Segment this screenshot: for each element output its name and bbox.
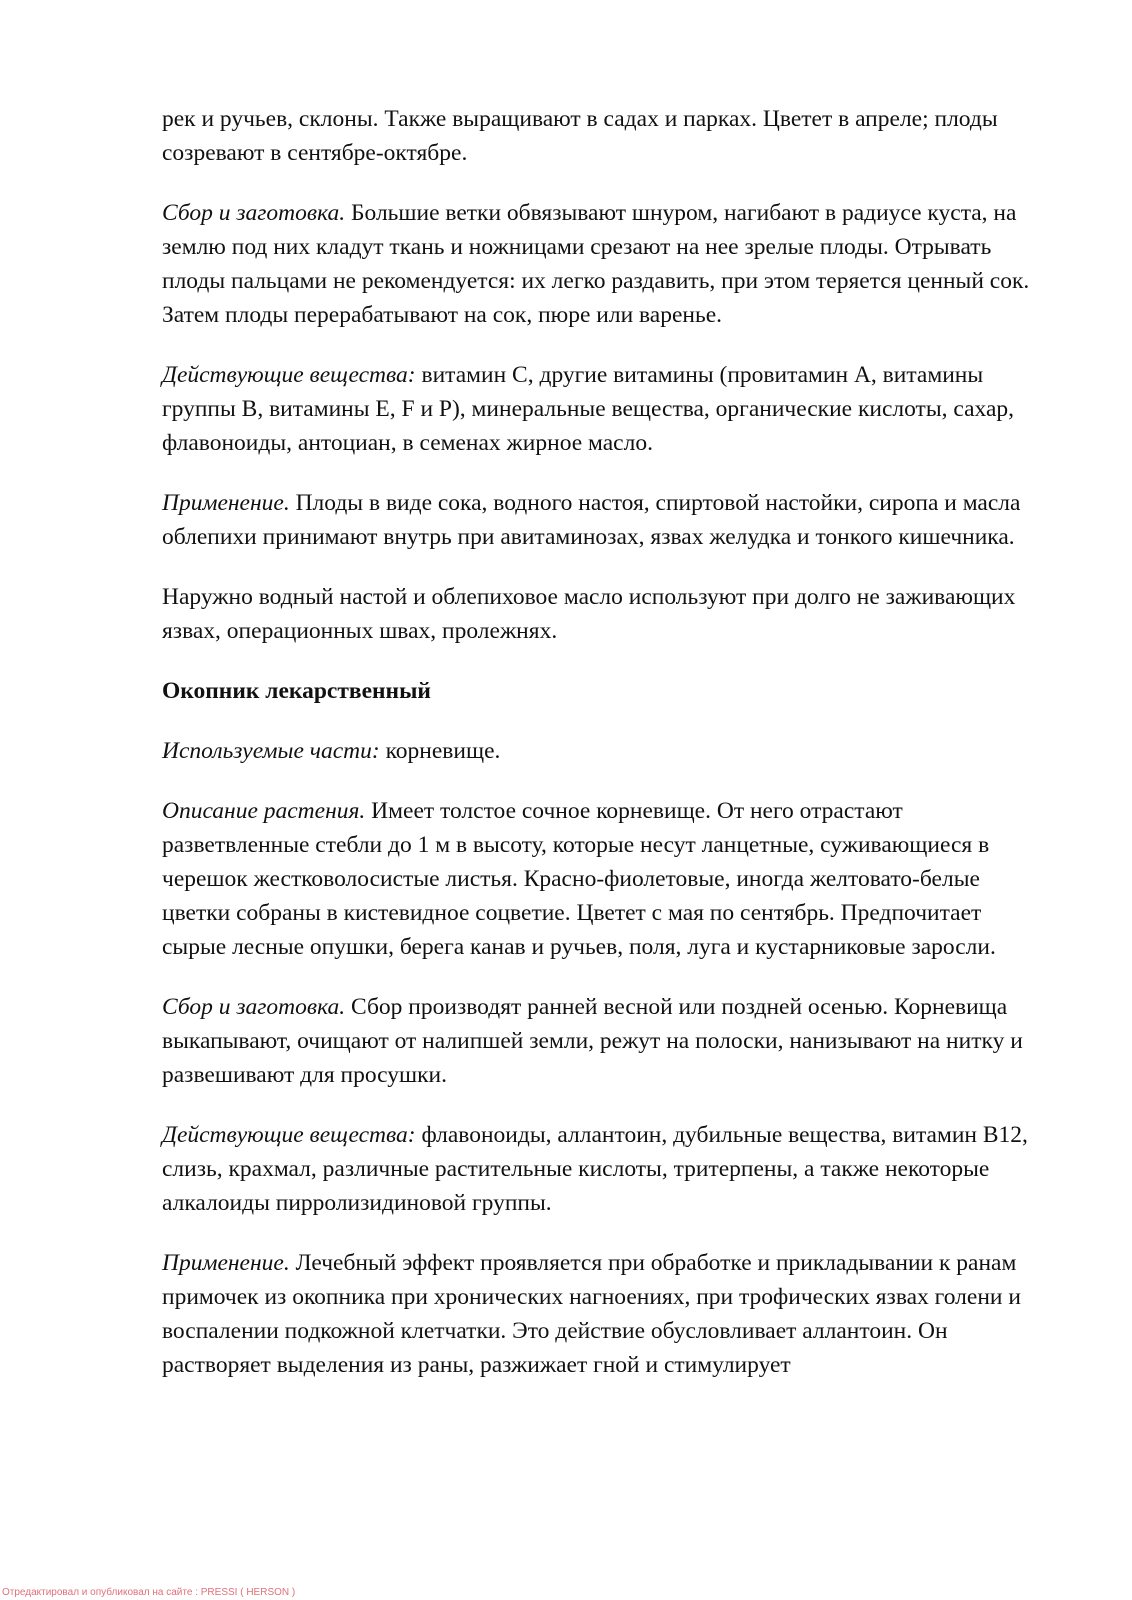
footer-credit: Отредактировал и опубликовал на сайте : PRESSI ( HERSON ) — [2, 1587, 296, 1598]
paragraph-10 — [162, 1246, 1042, 1382]
paragraph-7 — [162, 794, 1042, 964]
paragraph-3 — [162, 358, 1042, 460]
paragraph-4-lead: Применение. — [162, 490, 290, 516]
paragraph-8-lead: Сбор и заготовка. — [162, 994, 346, 1020]
paragraph-9 — [162, 1118, 1042, 1220]
paragraph-3-lead: Действующие вещества: — [162, 362, 416, 388]
paragraph-9-lead: Действующие вещества: — [162, 1122, 416, 1148]
paragraph-10-text: Лечебный эффект проявляется при обработке и прикладывании к ранам примочек из окопника при хронических нагноениях, при трофических язвах голени и воспалении подкожной клетчатки. Это действие обусловливает аллантоин. Он растворяет выделения из раны, разжижает гной и стимулирует — [162, 1250, 1021, 1378]
paragraph-5 — [162, 580, 1042, 648]
paragraph-3-text: витамин С, другие витамины (провитамин А, витамины группы В, витамины Е, F и Р), минеральные вещества, органические кислоты, сахар, флавоноиды, антоциан, в семенах жирное масло. — [162, 362, 1015, 456]
paragraph-6-lead: Используемые части: — [162, 738, 380, 764]
paragraph-8 — [162, 990, 1042, 1092]
paragraph-2-text: Большие ветки обвязывают шнуром, нагибают в радиусе куста, на землю под них кладут ткань и ножницами срезают на нее зрелые плоды. Отрывать плоды пальцами не рекомендуется: их легко раздавить, при этом теряется ценный сок. Затем плоды перерабатывают на сок, пюре или варенье. — [162, 200, 1030, 328]
paragraph-1-text: рек и ручьев, склоны. Также выращивают в садах и парках. Цветет в апреле; плоды созревают в сентябре-октябре. — [162, 106, 998, 166]
paragraph-2 — [162, 196, 1042, 332]
paragraph-7-text: Имеет толстое сочное корневище. От него отрастают разветвленные стебли до 1 м в высоту, которые несут ланцетные, суживающиеся в черешок жестковолосистые листья. Красно-фиолетовые, иногда желтовато-белые цветки собраны в кистевидное соцветие. Цветет с мая по сентябрь. Предпочитает сырые лесные опушки, берега канав и ручьев, поля, луга и кустарниковые заросли. — [162, 798, 996, 960]
paragraph-9-text: флавоноиды, аллантоин, дубильные вещества, витамин В12, слизь, крахмал, различные растительные кислоты, тритерпены, а также некоторые алкалоиды пирролизидиновой группы. — [162, 1122, 1028, 1216]
paragraph-8-text: Сбор производят ранней весной или поздней осенью. Корневища выкапывают, очищают от налипшей земли, режут на полоски, нанизывают на нитку и развешивают для просушки. — [162, 994, 1023, 1088]
paragraph-1 — [162, 102, 1042, 170]
paragraph-5-text: Наружно водный настой и облепиховое масло используют при долго не заживающих язвах, операционных швах, пролежнях. — [162, 584, 1016, 644]
paragraph-4 — [162, 486, 1042, 554]
paragraph-7-lead: Описание растения. — [162, 798, 366, 824]
paragraph-4-text: Плоды в виде сока, водного настоя, спиртовой настойки, сиропа и масла облепихи принимают внутрь при авитаминозах, язвах желудка и тонкого кишечника. — [162, 490, 1021, 550]
paragraph-2-lead: Сбор и заготовка. — [162, 200, 346, 226]
paragraph-6 — [162, 734, 1042, 768]
paragraph-10-lead: Применение. — [162, 1250, 290, 1276]
section-heading: Окопник лекарственный — [162, 678, 431, 704]
paragraph-6-text: корневище. — [379, 738, 501, 764]
document-page — [162, 102, 1042, 1408]
